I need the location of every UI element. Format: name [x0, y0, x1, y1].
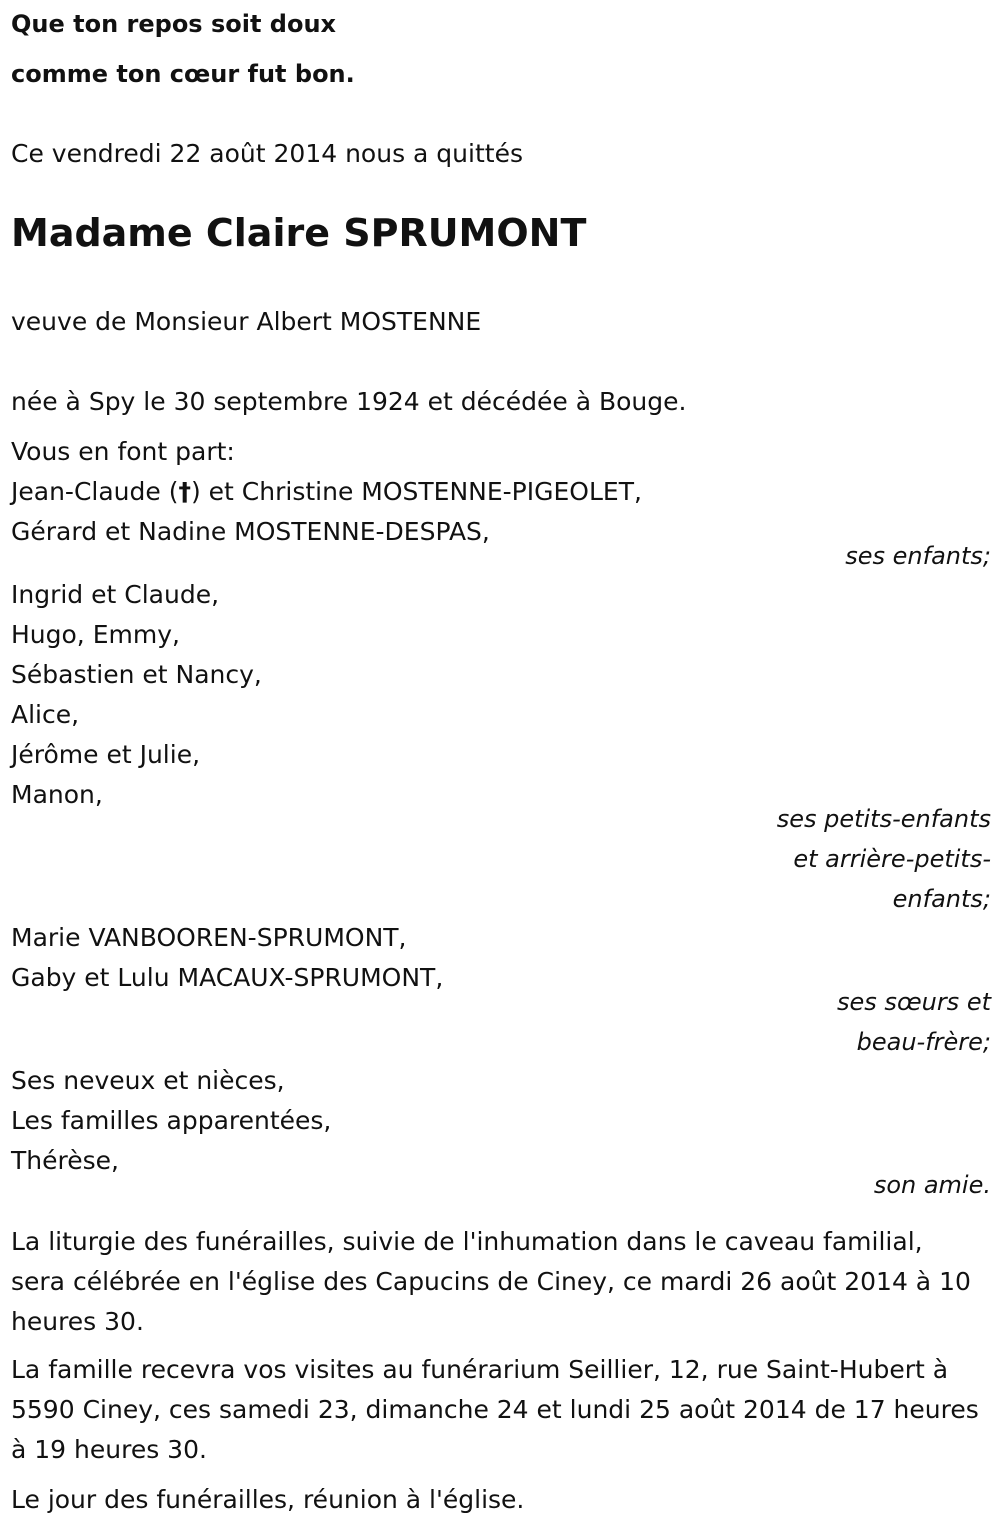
grandchild-line: Alice,: [11, 700, 80, 729]
deceased-name: Madame Claire SPRUMONT: [11, 211, 587, 255]
grandchild-line: Hugo, Emmy,: [11, 620, 180, 649]
liturgy-paragraph: La liturgie des funérailles, suivie de l'inhumation dans le caveau familial, sera célébrée en l'église des Capucins de Ciney, ce mardi 26 août 2014 à 10 heures 30.: [11, 1227, 971, 1336]
relation-grandchildren-line: et arrière-petits-: [793, 845, 991, 873]
widow-of: veuve de Monsieur Albert MOSTENNE: [11, 307, 482, 336]
other-line: Les familles apparentées,: [11, 1106, 332, 1135]
announcement: Ce vendredi 22 août 2014 nous a quittés: [11, 139, 523, 168]
sister-line: Gaby et Lulu MACAUX-SPRUMONT,: [11, 963, 444, 992]
cross-icon: †: [178, 477, 191, 506]
relation-sisters-line: beau-frère;: [856, 1028, 991, 1056]
other-line: Ses neveux et nièces,: [11, 1066, 285, 1095]
epitaph-line-2: comme ton cœur fut bon.: [11, 60, 355, 88]
birth-death: née à Spy le 30 septembre 1924 et décédée à Bouge.: [11, 387, 687, 416]
child-line-1-start: Jean-Claude (: [11, 477, 179, 506]
grandchild-line: Manon,: [11, 780, 103, 809]
sister-line: Marie VANBOOREN-SPRUMONT,: [11, 923, 407, 952]
relation-sisters-line: ses sœurs et: [837, 988, 991, 1016]
relation-children: ses enfants;: [845, 542, 991, 570]
relation-friend: son amie.: [873, 1171, 991, 1199]
epitaph-line-1: Que ton repos soit doux: [11, 10, 337, 38]
grandchild-line: Sébastien et Nancy,: [11, 660, 262, 689]
intro-text: Vous en font part:: [11, 437, 235, 466]
relation-grandchildren-line: enfants;: [892, 885, 991, 913]
child-line-2: Gérard et Nadine MOSTENNE-DESPAS,: [11, 517, 490, 546]
relation-grandchildren-line: ses petits-enfants: [776, 805, 991, 833]
meeting-paragraph: Le jour des funérailles, réunion à l'église.: [11, 1485, 525, 1514]
child-line-1-end: ) et Christine MOSTENNE-PIGEOLET,: [190, 477, 642, 506]
child-line-1: [11, 477, 642, 506]
grandchild-line: Ingrid et Claude,: [11, 580, 220, 609]
grandchild-line: Jérôme et Julie,: [11, 740, 201, 769]
visits-paragraph: La famille recevra vos visites au funérarium Seillier, 12, rue Saint-Hubert à 5590 Ciney, ces samedi 23, dimanche 24 et lundi 25 août 2014 de 17 heures à 19 heures 30.: [11, 1355, 979, 1464]
other-line: Thérèse,: [11, 1146, 119, 1175]
